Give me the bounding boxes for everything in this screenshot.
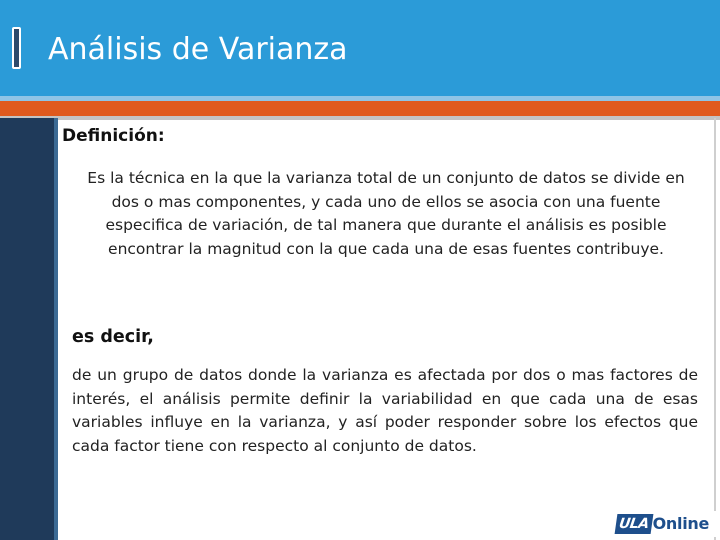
definition-heading: Definición: — [62, 126, 165, 146]
left-sidebar-bar — [0, 118, 54, 540]
logo-text: Online — [652, 514, 710, 533]
explanation-text: de un grupo de datos donde la varianza es afectada por dos o mas factores de interés, el análisis permite definir la variabilidad en que cada una de esas variables influye en la varianza, y así poder responder sobre los efectos que cada factor tiene con respecto al conjunto de datos. — [72, 366, 698, 455]
definition-text: Es la técnica en la que la varianza total de un conjunto de datos se divide en dos o mas componentes, y cada uno de ellos se asocia con una fuente especifica de variación, de tal manera que durante el análisis es posible encontrar la magnitud con la que cada una de esas fuentes contribuye. — [87, 169, 685, 258]
page-title: Análisis de Varianza — [48, 32, 348, 67]
logo-badge: ULA — [615, 514, 653, 534]
subheading: es decir, — [72, 327, 154, 347]
brand-logo — [616, 511, 716, 537]
accent-bar — [0, 101, 720, 116]
title-marker-icon — [12, 27, 21, 69]
